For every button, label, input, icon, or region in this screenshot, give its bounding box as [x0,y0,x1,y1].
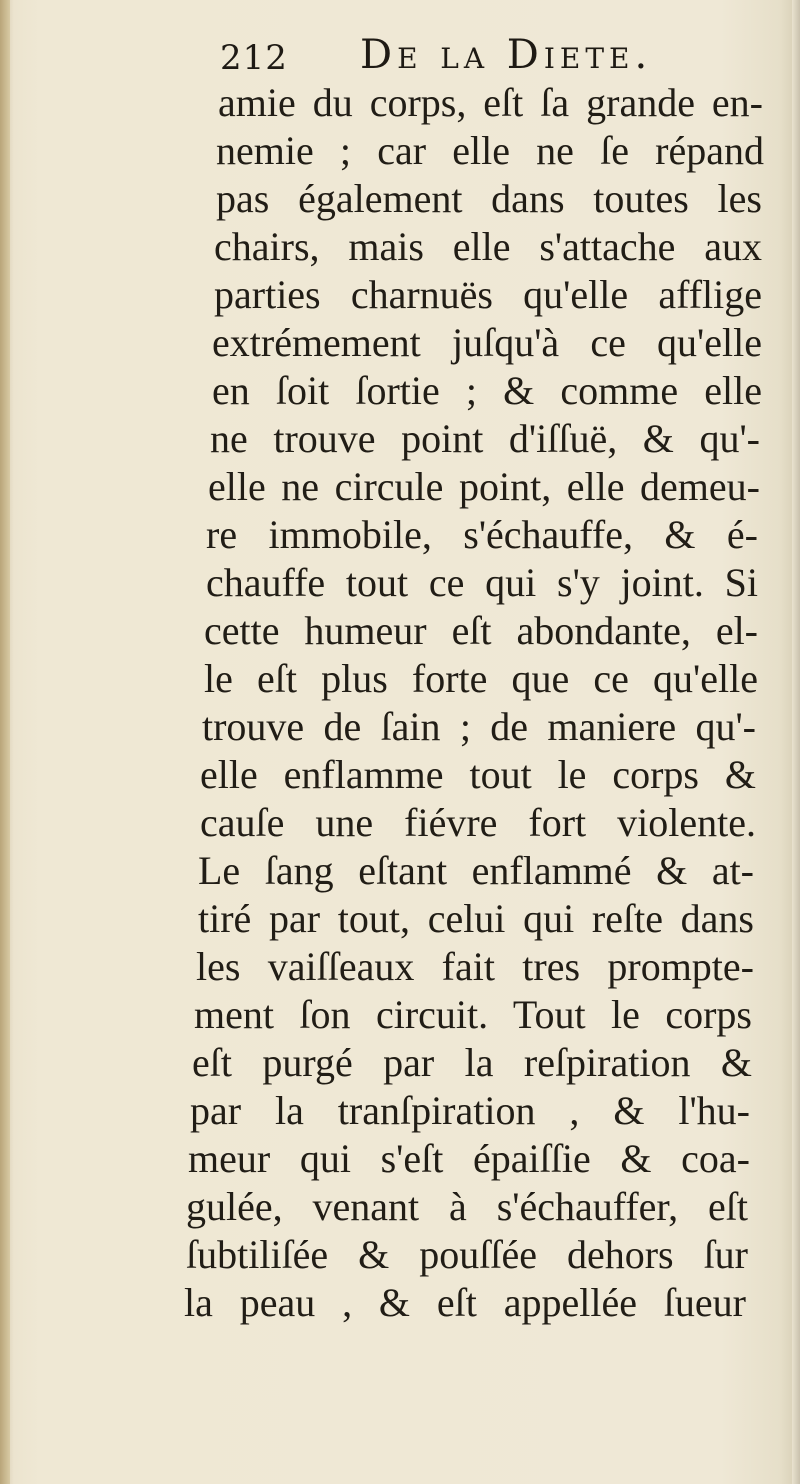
text-line: trouve de ſain ; de maniere qu'- [202,704,756,749]
text-line: pas également dans toutes les [216,176,762,221]
text-line: ſubtiliſée & pouſſée dehors ſur [186,1232,748,1277]
running-title: De la Diete. [360,32,653,78]
text-line: cette humeur eſt abondante, el- [204,608,758,653]
text-line: les vaiſſeaux fait tres prompte- [196,944,754,989]
text-line: ment ſon circuit. Tout le corps [194,992,752,1037]
text-line: Le ſang eſtant enflammé & at- [198,848,754,893]
running-head [220,32,690,82]
text-line: meur qui s'eſt épaiſſie & coa- [188,1136,750,1181]
text-line: le eſt plus forte que ce qu'elle [204,656,758,701]
text-line: ne trouve point d'iſſuë, & qu'- [210,416,760,461]
text-line: tiré par tout, celui qui reſte dans [198,896,754,941]
body-text [0,80,800,1325]
text-line: cauſe une fiévre fort violente. [200,800,756,845]
text-line: elle enflamme tout le corps & [200,752,756,797]
text-line: re immobile, s'échauffe, & é- [206,512,758,557]
text-line: gulée, venant à s'échauffer, eſt [186,1184,748,1229]
text-line: chairs, mais elle s'attache aux [214,224,762,269]
text-line: nemie ; car elle ne ſe répand [216,128,764,173]
text-line: elle ne circule point, elle demeu- [208,464,760,509]
page-number: 212 [220,38,288,78]
text-line: eſt purgé par la reſpiration & [192,1040,752,1085]
text-line: par la tranſpiration , & l'hu- [190,1088,750,1133]
text-line: la peau , & eſt appellée ſueur [184,1280,746,1325]
text-line: extrémement juſqu'à ce qu'elle [212,320,762,365]
text-line: amie du corps, eſt ſa grande en- [218,80,763,125]
text-line: parties charnuës qu'elle afflige [214,272,762,317]
text-line: chauffe tout ce qui s'y joint. Si [206,560,758,605]
text-line: en ſoit ſortie ; & comme elle [212,368,762,413]
